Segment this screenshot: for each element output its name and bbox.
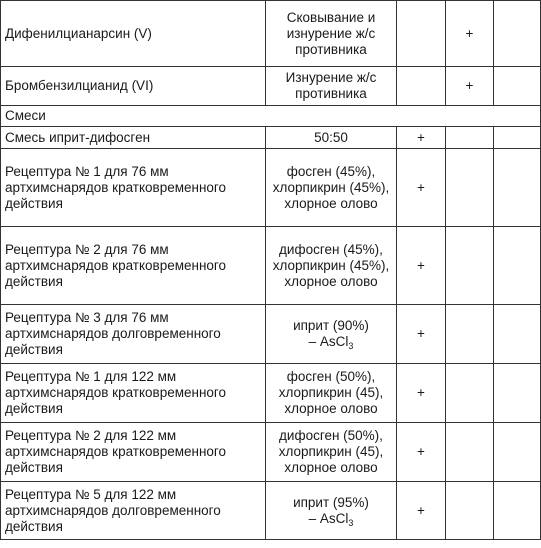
composition-subscript: 3 bbox=[348, 517, 354, 528]
section-heading: Смеси bbox=[1, 106, 541, 127]
composition-extra: – AsCl bbox=[308, 334, 349, 349]
agent-name-cell: Рецептура № 1 для 76 мм артхимснарядов кратковременного действия bbox=[1, 149, 266, 227]
mark-cell bbox=[446, 149, 494, 227]
mark-cell: + bbox=[397, 482, 446, 540]
mark-cell bbox=[397, 1, 446, 67]
composition-cell: фосген (50%), хлорпикрин (45), хлорное олово bbox=[266, 364, 397, 423]
agent-name-cell: Рецептура № 3 для 76 мм артхимснарядов долговременного действия bbox=[1, 305, 266, 364]
agent-name-cell: Дифенилцианарсин (V) bbox=[1, 1, 266, 67]
mark-cell bbox=[494, 364, 541, 423]
composition-cell bbox=[266, 305, 397, 364]
mark-cell bbox=[446, 482, 494, 540]
agent-name-cell: Бромбензилцианид (VI) bbox=[1, 67, 266, 106]
mark-cell bbox=[446, 305, 494, 364]
mark-cell: + bbox=[397, 364, 446, 423]
agent-name-cell: Рецептура № 1 для 122 мм артхимснарядов кратковременного действия bbox=[1, 364, 266, 423]
mark-cell bbox=[446, 423, 494, 482]
agent-name-cell: Рецептура № 2 для 76 мм артхимснарядов кратковременного действия bbox=[1, 227, 266, 305]
mark-cell bbox=[494, 1, 541, 67]
mark-cell bbox=[494, 149, 541, 227]
composition-cell: дифосген (50%), хлорпикрин (45), хлорное олово bbox=[266, 423, 397, 482]
composition-cell: дифосген (45%), хлорпикрин (45%), хлорное олово bbox=[266, 227, 397, 305]
table-row bbox=[1, 67, 541, 106]
mark-cell bbox=[494, 227, 541, 305]
table-row bbox=[1, 423, 541, 482]
composition-cell: Изнурение ж/с противника bbox=[266, 67, 397, 106]
table-row bbox=[1, 1, 541, 67]
mark-cell: + bbox=[397, 227, 446, 305]
composition-main: иприт (90%) bbox=[293, 318, 369, 333]
table-row bbox=[1, 149, 541, 227]
composition-extra: – AsCl bbox=[308, 510, 349, 526]
agent-name-cell: Рецептура № 5 для 122 мм артхимснарядов долговременного действия bbox=[1, 482, 266, 540]
table-row bbox=[1, 127, 541, 149]
mark-cell: + bbox=[397, 305, 446, 364]
mark-cell bbox=[494, 67, 541, 106]
table-row bbox=[1, 364, 541, 423]
mark-cell: + bbox=[446, 1, 494, 67]
mark-cell: + bbox=[397, 149, 446, 227]
table-row bbox=[1, 482, 541, 540]
composition-cell: 50:50 bbox=[266, 127, 397, 149]
mark-cell: + bbox=[397, 127, 446, 149]
composition-cell: фосген (45%), хлорпикрин (45%), хлорное олово bbox=[266, 149, 397, 227]
table-row bbox=[1, 305, 541, 364]
mark-cell: + bbox=[446, 67, 494, 106]
mark-cell bbox=[397, 67, 446, 106]
table-row-section bbox=[1, 106, 541, 127]
composition-cell: Сковывание и изнурение ж/с противника bbox=[266, 1, 397, 67]
mark-cell bbox=[494, 305, 541, 364]
mark-cell bbox=[446, 364, 494, 423]
mark-cell bbox=[494, 127, 541, 149]
mark-cell bbox=[446, 227, 494, 305]
mark-cell bbox=[494, 482, 541, 540]
mark-cell bbox=[494, 423, 541, 482]
mark-cell bbox=[446, 127, 494, 149]
composition-subscript: 3 bbox=[348, 341, 354, 351]
mark-cell: + bbox=[397, 423, 446, 482]
composition-cell bbox=[266, 482, 397, 540]
table-row bbox=[1, 227, 541, 305]
composition-main: иприт (95%) bbox=[293, 494, 369, 510]
agent-name-cell: Смесь иприт-дифосген bbox=[1, 127, 266, 149]
agent-name-cell: Рецептура № 2 для 122 мм артхимснарядов кратковременного действия bbox=[1, 423, 266, 482]
